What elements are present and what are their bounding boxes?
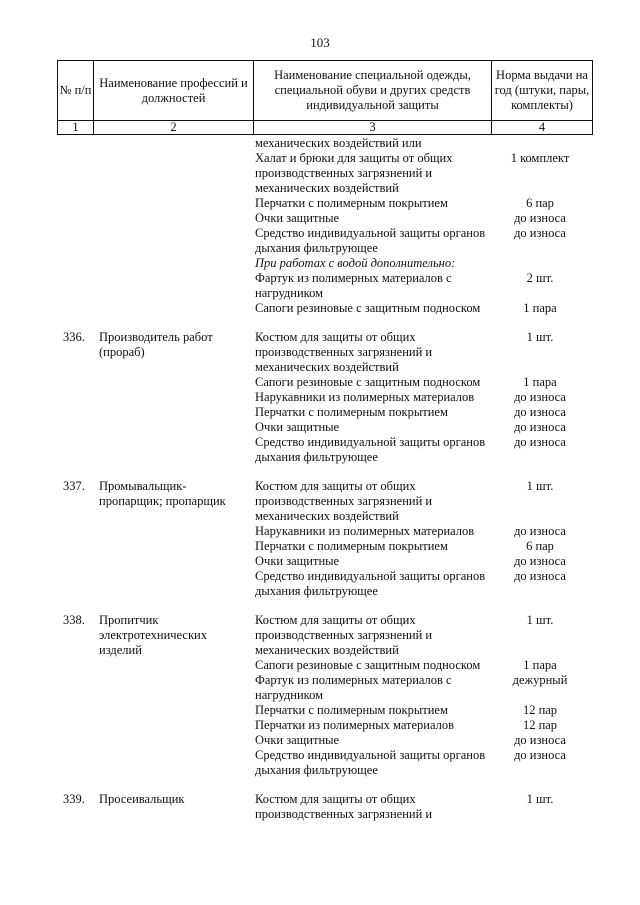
equipment-item bbox=[255, 748, 593, 778]
issue-norm: до износа bbox=[514, 390, 566, 404]
equipment-item bbox=[255, 792, 593, 822]
table-body bbox=[57, 136, 593, 822]
equipment-item bbox=[255, 479, 593, 524]
issue-norm: до износа bbox=[514, 733, 566, 747]
equipment-name: При работах с водой дополнительно: bbox=[255, 256, 456, 270]
equipment-name: Перчатки с полимерным покрытием bbox=[255, 196, 448, 210]
profession-name: Просеивальщик bbox=[99, 792, 185, 806]
profession-name: Пропитчик электротехнических изделий bbox=[99, 613, 207, 657]
equipment-list bbox=[255, 613, 593, 778]
issue-norm: до износа bbox=[514, 226, 566, 240]
issue-norm: 1 комплект bbox=[510, 151, 570, 165]
issue-norm: 1 пара bbox=[523, 658, 557, 672]
equipment-name: Очки защитные bbox=[255, 554, 340, 568]
equipment-name: Средство индивидуальной защиты органов дыхания фильтрующее bbox=[255, 569, 486, 598]
equipment-name: Сапоги резиновые с защитным подноском bbox=[255, 301, 481, 315]
equipment-name: Средство индивидуальной защиты органов дыхания фильтрующее bbox=[255, 748, 486, 777]
table-row bbox=[57, 792, 593, 822]
header-profession-column: Наименование профессий и должностей bbox=[93, 60, 253, 120]
equipment-name: Костюм для защиты от общих производственных загрязнений и механических воздействий bbox=[255, 479, 433, 523]
equipment-item bbox=[255, 301, 593, 316]
equipment-name: Средство индивидуальной защиты органов дыхания фильтрующее bbox=[255, 226, 486, 255]
equipment-item bbox=[255, 539, 593, 554]
equipment-item bbox=[255, 405, 593, 420]
equipment-item bbox=[255, 256, 593, 271]
equipment-name: Костюм для защиты от общих производственных загрязнений и механических воздействий bbox=[255, 330, 433, 374]
column-number-3: 3 bbox=[253, 120, 491, 135]
page-number: 103 bbox=[310, 35, 330, 50]
row-number: 337. bbox=[63, 479, 85, 493]
issue-norm: 1 шт. bbox=[526, 613, 554, 627]
equipment-item bbox=[255, 420, 593, 435]
equipment-name: Перчатки с полимерным покрытием bbox=[255, 539, 448, 553]
issue-norm bbox=[487, 136, 593, 151]
equipment-list bbox=[255, 136, 593, 316]
equipment-name: Очки защитные bbox=[255, 211, 340, 225]
equipment-item bbox=[255, 673, 593, 703]
continuation-block bbox=[57, 136, 593, 316]
header-number-column: № п/п bbox=[57, 60, 93, 120]
row-number: 336. bbox=[63, 330, 85, 344]
equipment-name: Халат и брюки для защиты от общих производственных загрязнений и механических воздействий bbox=[255, 151, 453, 195]
issue-norm: дежурный bbox=[512, 673, 568, 687]
row-number: 339. bbox=[63, 792, 85, 806]
equipment-name: Перчатки с полимерным покрытием bbox=[255, 405, 448, 419]
equipment-list bbox=[255, 792, 593, 822]
issue-norm: 1 шт. bbox=[526, 479, 554, 493]
equipment-item bbox=[255, 196, 593, 211]
issue-norm: до износа bbox=[514, 569, 566, 583]
equipment-name: механических воздействий или bbox=[255, 136, 422, 150]
equipment-item bbox=[255, 658, 593, 673]
issue-norm: до износа bbox=[514, 524, 566, 538]
equipment-name: Перчатки с полимерным покрытием bbox=[255, 703, 448, 717]
profession-name: Производитель работ (прораб) bbox=[99, 330, 213, 359]
table-row bbox=[57, 330, 593, 465]
equipment-name: Средство индивидуальной защиты органов дыхания фильтрующее bbox=[255, 435, 486, 464]
equipment-item bbox=[255, 390, 593, 405]
equipment-item bbox=[255, 718, 593, 733]
issue-norm: 6 пар bbox=[526, 196, 554, 210]
issue-norm: 1 пара bbox=[523, 375, 557, 389]
equipment-item bbox=[255, 524, 593, 539]
issue-norm: до износа bbox=[514, 748, 566, 762]
equipment-item bbox=[255, 330, 593, 375]
equipment-name: Костюм для защиты от общих производственных загрязнений и механических воздействий bbox=[255, 613, 433, 657]
equipment-name: Нарукавники из полимерных материалов bbox=[255, 390, 475, 404]
header-norm-column: Норма выдачи на год (штуки, пары, комплекты) bbox=[491, 60, 593, 120]
table-row bbox=[57, 479, 593, 599]
equipment-item bbox=[255, 211, 593, 226]
equipment-item bbox=[255, 375, 593, 390]
equipment-item bbox=[255, 613, 593, 658]
issue-norm: 12 пар bbox=[522, 703, 558, 717]
issue-norm: до износа bbox=[514, 420, 566, 434]
equipment-item bbox=[255, 554, 593, 569]
issue-norm: 1 шт. bbox=[526, 330, 554, 344]
table-row bbox=[57, 613, 593, 778]
issue-norm: 6 пар bbox=[526, 539, 554, 553]
equipment-list bbox=[255, 330, 593, 465]
profession-name: Промывальщик-пропарщик; пропарщик bbox=[99, 479, 226, 508]
equipment-item bbox=[255, 569, 593, 599]
equipment-name: Сапоги резиновые с защитным подноском bbox=[255, 375, 481, 389]
equipment-name: Сапоги резиновые с защитным подноском bbox=[255, 658, 481, 672]
issue-norm: до износа bbox=[514, 554, 566, 568]
equipment-name: Фартук из полимерных материалов с нагрудником bbox=[255, 673, 452, 702]
equipment-item bbox=[255, 703, 593, 718]
equipment-item bbox=[255, 136, 593, 151]
equipment-name: Перчатки из полимерных материалов bbox=[255, 718, 455, 732]
issue-norm: до износа bbox=[514, 435, 566, 449]
issue-norm: 12 пар bbox=[522, 718, 558, 732]
issue-norm: 1 шт. bbox=[526, 792, 554, 806]
equipment-item bbox=[255, 151, 593, 196]
issue-norm: до износа bbox=[514, 405, 566, 419]
equipment-name: Костюм для защиты от общих производственных загрязнений и bbox=[255, 792, 433, 821]
equipment-item bbox=[255, 733, 593, 748]
issue-norm bbox=[487, 256, 593, 271]
row-number: 338. bbox=[63, 613, 85, 627]
header-equipment-column: Наименование специальной одежды, специальной обуви и других средств индивидуальной защиты bbox=[253, 60, 491, 120]
column-number-2: 2 bbox=[93, 120, 253, 135]
equipment-name: Очки защитные bbox=[255, 420, 340, 434]
issue-norm: 1 пара bbox=[523, 301, 557, 315]
equipment-item bbox=[255, 226, 593, 256]
equipment-item bbox=[255, 271, 593, 301]
equipment-item bbox=[255, 435, 593, 465]
column-number-1: 1 bbox=[57, 120, 93, 135]
equipment-list bbox=[255, 479, 593, 599]
table-header bbox=[57, 60, 593, 135]
issue-norm: 2 шт. bbox=[526, 271, 554, 285]
issue-norm: до износа bbox=[514, 211, 566, 225]
equipment-name: Очки защитные bbox=[255, 733, 340, 747]
equipment-name: Нарукавники из полимерных материалов bbox=[255, 524, 475, 538]
equipment-name: Фартук из полимерных материалов с нагрудником bbox=[255, 271, 452, 300]
column-number-4: 4 bbox=[491, 120, 593, 135]
